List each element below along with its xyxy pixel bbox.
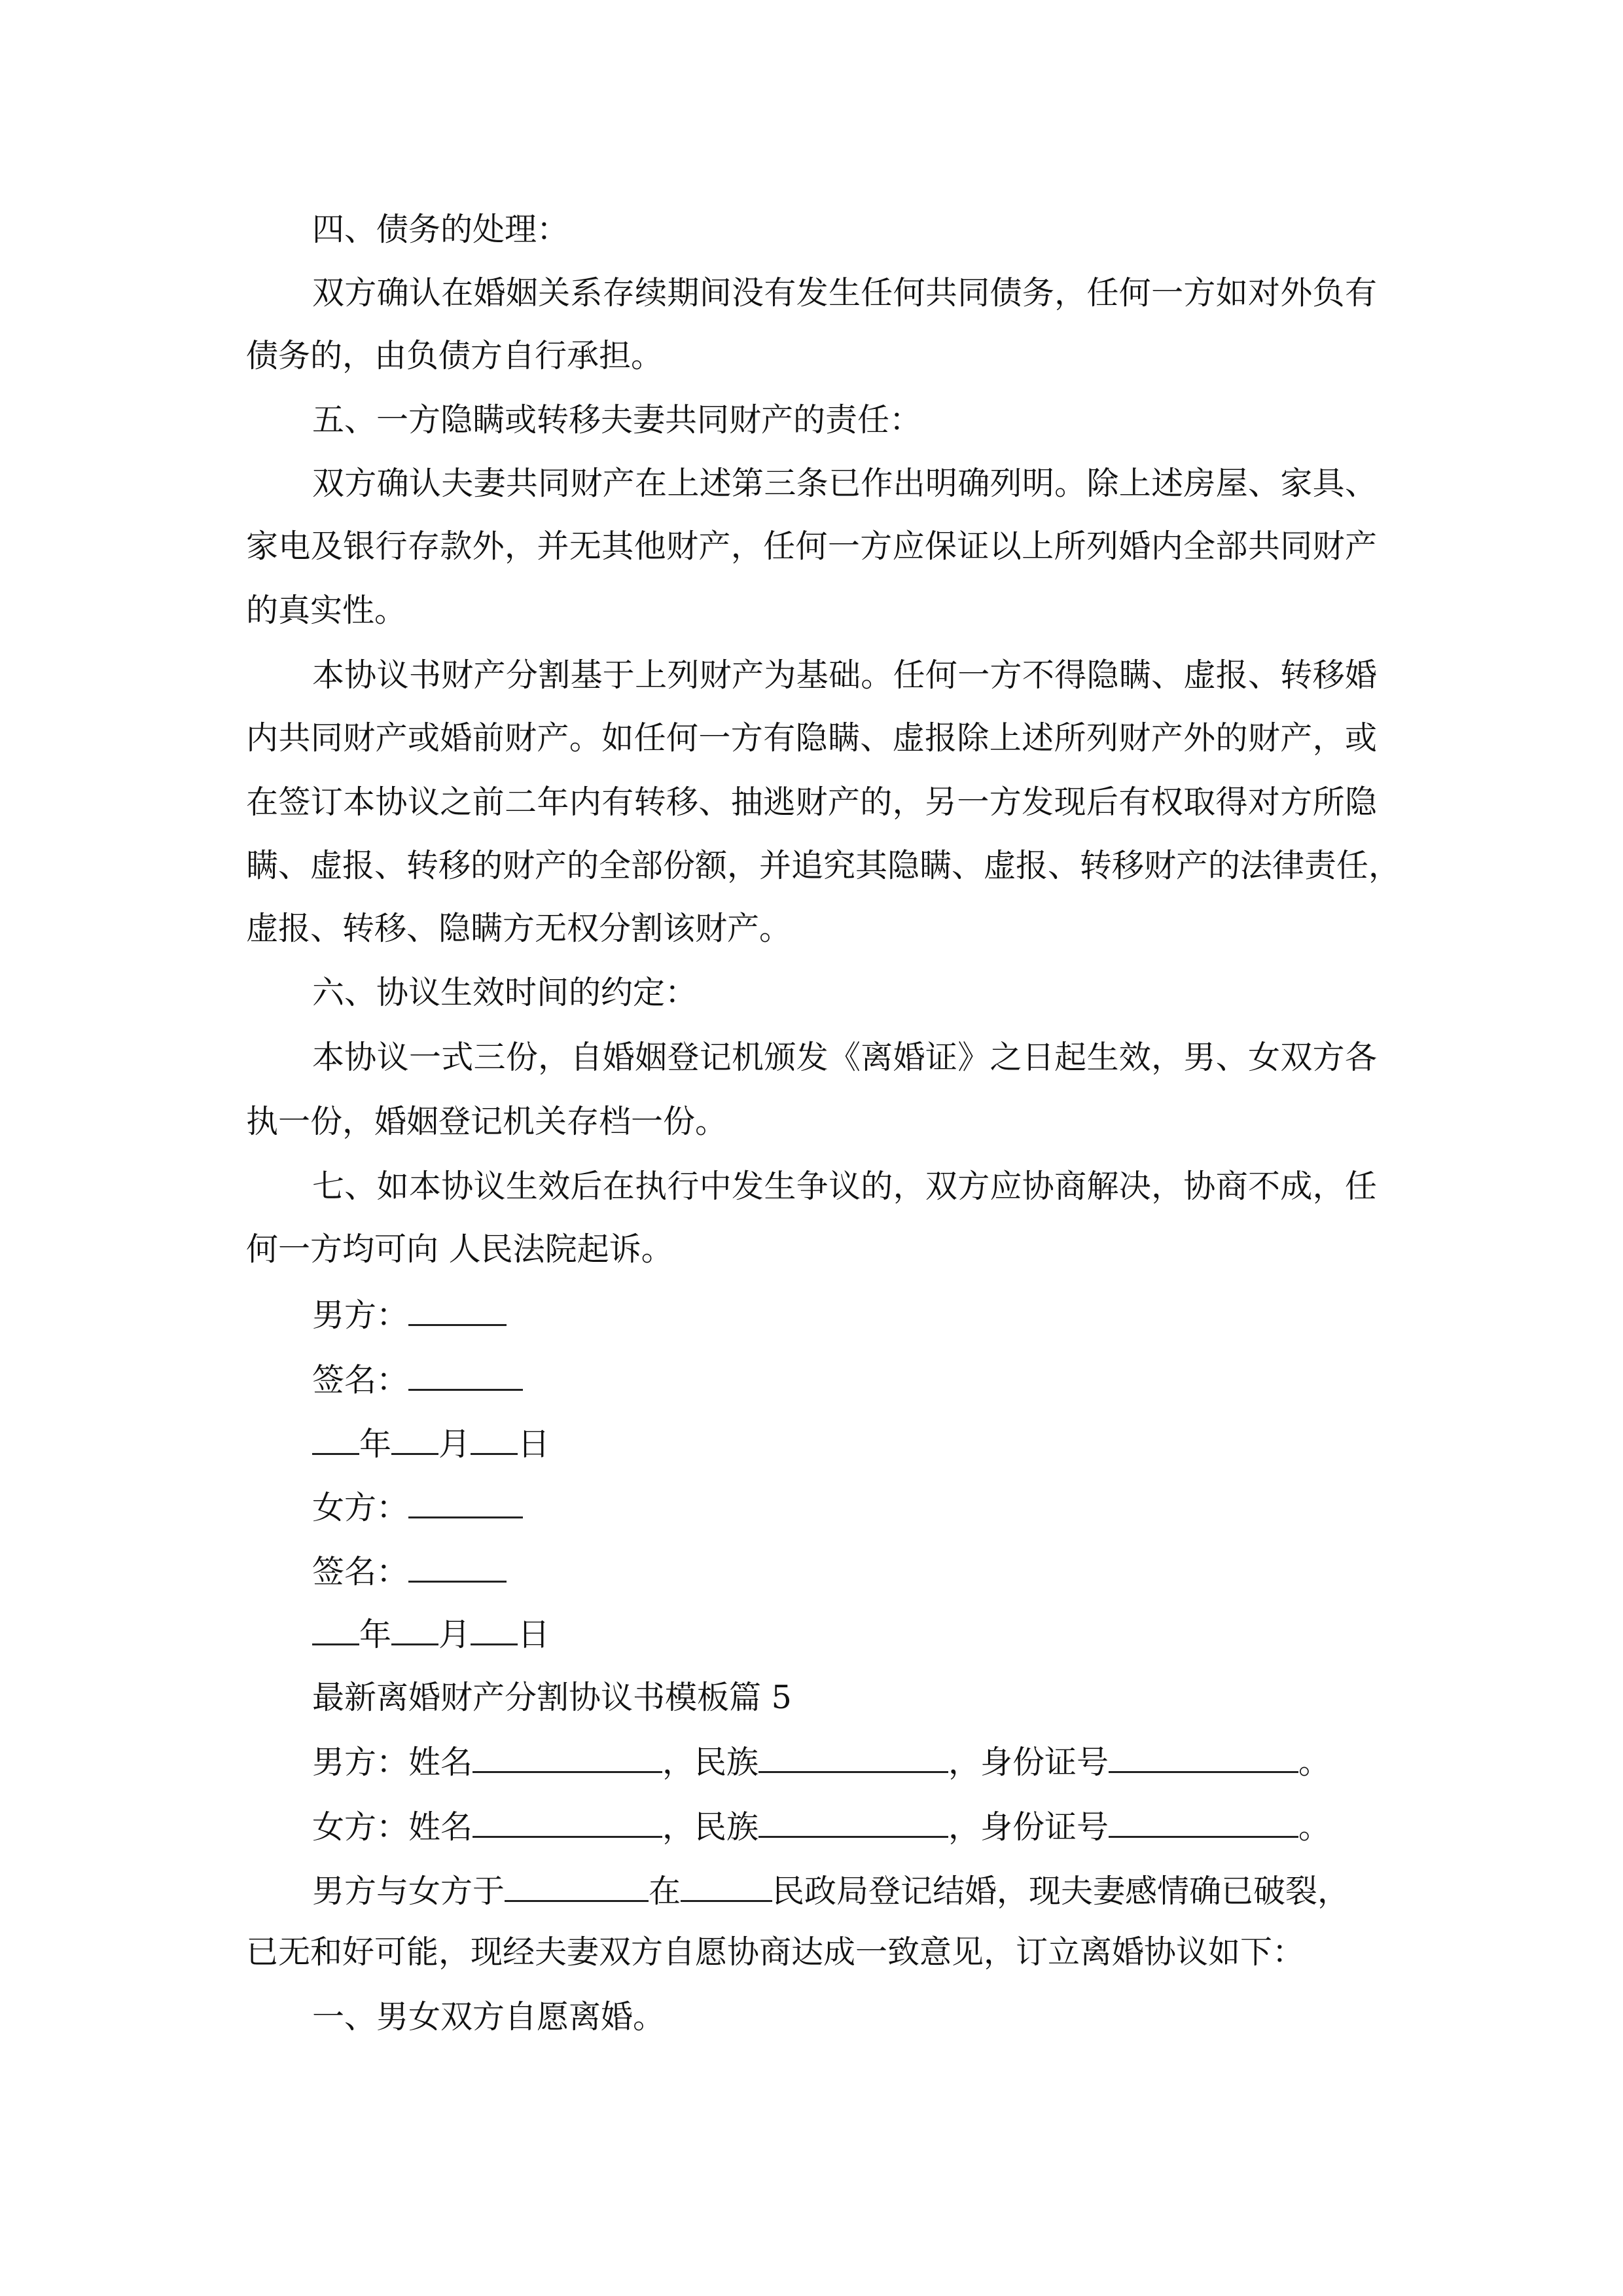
month-blank — [391, 1615, 438, 1645]
month-label: 月 — [438, 1426, 471, 1463]
section-6-heading: 六、协议生效时间的约定： — [312, 974, 698, 1011]
item-1: 一、男女双方自愿离婚。 — [312, 1998, 666, 2036]
blank — [758, 1807, 948, 1838]
intro-line-2: 已无和好可能，现经夫妻双方自愿协商达成一致意见，订立离婚协议如下： — [246, 1933, 1305, 1971]
male-sign-blank — [408, 1360, 523, 1391]
paragraph-line: 双方确认在婚姻关系存续期间没有发生任何共同债务，任何一方如对外负有 — [312, 274, 1377, 312]
day-blank — [471, 1424, 518, 1455]
blank — [473, 1742, 662, 1773]
male-name-blank — [408, 1295, 507, 1326]
year-blank — [312, 1424, 359, 1455]
paragraph-line: 家电及银行存款外，并无其他财产，任何一方应保证以上所列婚内全部共同财产 — [246, 528, 1377, 565]
female-info-row — [312, 1807, 1377, 1844]
paragraph-line: 内共同财产或婚前财产。如任何一方有隐瞒、虚报除上述所列财产外的财产，或 — [246, 719, 1377, 757]
id-label: ，身份证号 — [948, 1808, 1109, 1846]
blank — [1109, 1742, 1298, 1773]
blank — [758, 1742, 948, 1773]
paragraph-line: 瞒、虚报、转移的财产的全部份额，并追究其隐瞒、虚报、转移财产的法律责任， — [246, 847, 1401, 884]
period: 。 — [1298, 1744, 1331, 1781]
female-sign-row — [312, 1552, 1377, 1588]
template-5-title: 最新离婚财产分割协议书模板篇 5 — [312, 1679, 792, 1716]
sign-label: 签名： — [312, 1361, 409, 1399]
blank — [1109, 1807, 1298, 1838]
intro-text: 民政局登记结婚，现夫妻感情确已破裂， — [772, 1873, 1350, 1910]
day-blank — [471, 1615, 518, 1645]
paragraph-line: 在签订本协议之前二年内有转移、抽逃财产的，另一方发现后有权取得对方所隐 — [246, 783, 1377, 821]
female-sign-blank — [408, 1552, 507, 1583]
section-7-line: 何一方均可向 人民法院起诉。 — [246, 1230, 673, 1268]
paragraph-line: 执一份，婚姻登记机关存档一份。 — [246, 1103, 728, 1140]
date-blank — [505, 1871, 649, 1902]
male-sign-row — [312, 1360, 1377, 1397]
section-7-line: 七、如本协议生效后在执行中发生争议的，双方应协商解决，协商不成，任 — [312, 1168, 1377, 1205]
year-blank — [312, 1615, 359, 1645]
day-label: 日 — [518, 1616, 550, 1653]
male-date-row — [312, 1424, 1377, 1461]
female-date-row — [312, 1615, 1377, 1651]
year-label: 年 — [359, 1616, 392, 1653]
place-blank — [681, 1871, 772, 1902]
paragraph-line: 虚报、转移、隐瞒方无权分割该财产。 — [246, 910, 792, 947]
paragraph-line: 的真实性。 — [246, 592, 407, 629]
female-label: 女方： — [312, 1489, 409, 1526]
male-label: 男方： — [312, 1297, 409, 1334]
male-info-row — [312, 1742, 1377, 1779]
section-4-heading: 四、债务的处理： — [312, 211, 569, 248]
paragraph-line: 债务的，由负债方自行承担。 — [246, 337, 664, 374]
ethnic-label: ，民族 — [662, 1808, 759, 1846]
female-signature-row — [312, 1488, 1377, 1524]
day-label: 日 — [518, 1426, 550, 1463]
id-label: ，身份证号 — [948, 1744, 1109, 1781]
period: 。 — [1298, 1808, 1331, 1846]
sign-label: 签名： — [312, 1553, 409, 1590]
female-name-blank — [408, 1488, 523, 1518]
female-name-label: 女方：姓名 — [312, 1808, 473, 1846]
section-5-heading: 五、一方隐瞒或转移夫妻共同财产的责任： — [312, 401, 922, 439]
blank — [473, 1807, 662, 1838]
month-label: 月 — [438, 1616, 471, 1653]
intro-text: 男方与女方于 — [312, 1873, 505, 1910]
ethnic-label: ，民族 — [662, 1744, 759, 1781]
male-name-label: 男方：姓名 — [312, 1744, 473, 1781]
male-signature-row — [312, 1295, 1377, 1332]
intro-text: 在 — [649, 1873, 681, 1910]
paragraph-line: 本协议一式三份，自婚姻登记机颁发《离婚证》之日起生效，男、女双方各 — [312, 1039, 1377, 1076]
year-label: 年 — [359, 1426, 392, 1463]
month-blank — [391, 1424, 438, 1455]
paragraph-line: 双方确认夫妻共同财产在上述第三条已作出明确列明。除上述房屋、家具、 — [312, 465, 1377, 502]
intro-line-1 — [312, 1871, 1377, 1908]
paragraph-line: 本协议书财产分割基于上列财产为基础。任何一方不得隐瞒、虚报、转移婚 — [312, 656, 1377, 694]
